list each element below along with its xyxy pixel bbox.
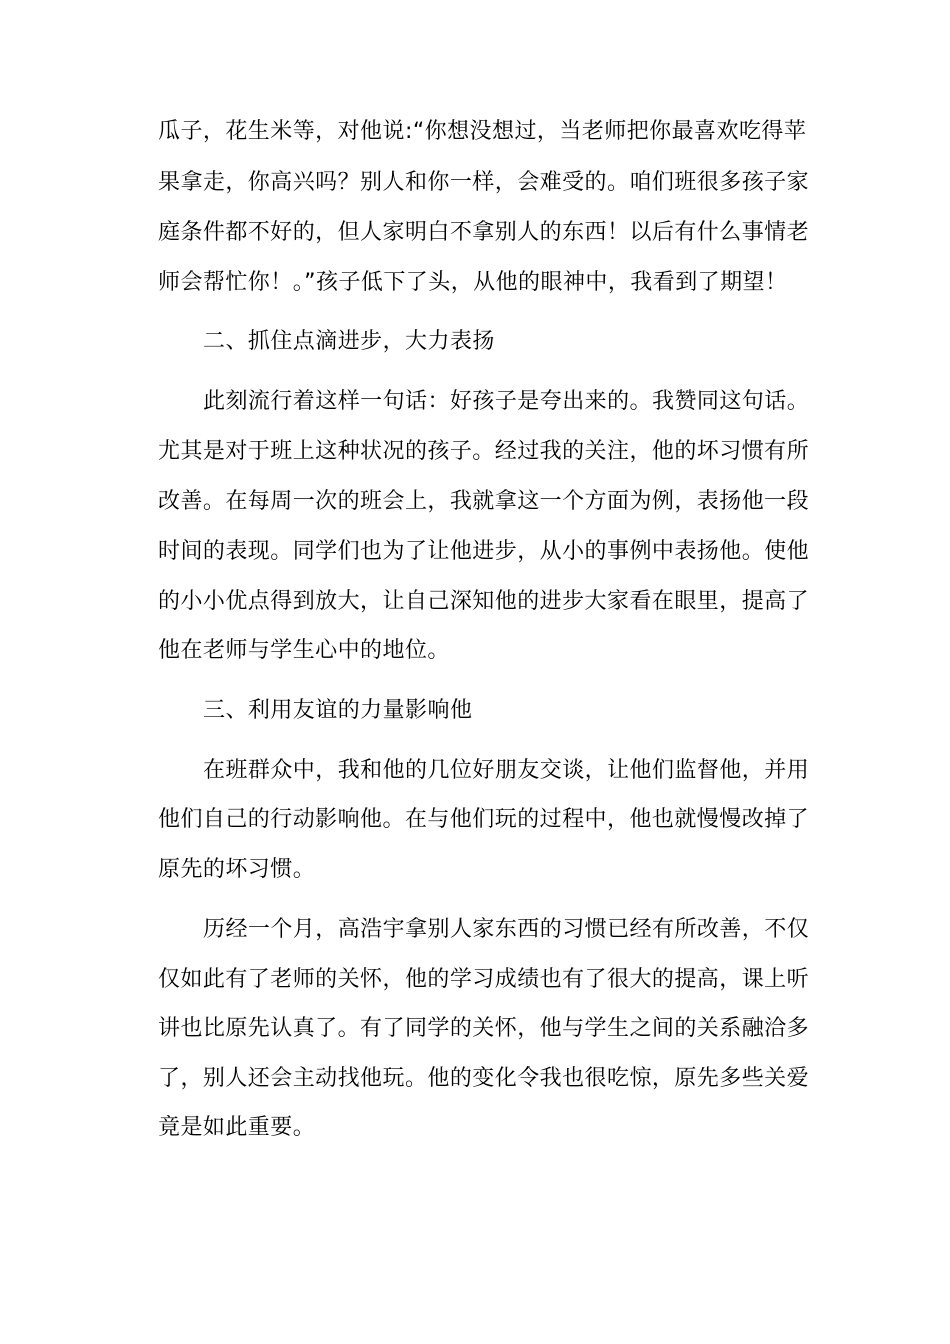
paragraph-line: 原先的坏习惯。 [158,857,316,882]
paragraph-line: 他们自己的行动影响他。在与他们玩的过程中，他也就慢慢改掉了 [158,807,810,832]
paragraph-line: 师会帮忙你！。”孩子低下了头，从他的眼神中，我看到了期望！ [158,270,788,295]
paragraph-line: 果拿走，你高兴吗？别人和你一样，会难受的。咱们班很多孩子家 [158,170,810,195]
paragraph-line: 的小小优点得到放大，让自己深知他的进步大家看在眼里，提高了 [158,589,810,614]
paragraph-line: 此刻流行着这样一句话：好孩子是夸出来的。我赞同这句话。 [203,389,810,414]
section-heading: 三、利用友谊的力量影响他 [203,698,473,723]
paragraph-line: 讲也比原先认真了。有了同学的关怀，他与学生之间的关系融洽多 [158,1016,810,1041]
paragraph-line: 瓜子，花生米等，对他说:“你想没想过，当老师把你最喜欢吃得苹 [158,119,807,144]
paragraph-line: 竟是如此重要。 [158,1115,316,1140]
paragraph-line: 历经一个月，高浩宇拿别人家东西的习惯已经有所改善，不仅 [203,917,810,942]
paragraph-line: 改善。在每周一次的班会上，我就拿这一个方面为例，表扬他一段 [158,489,810,514]
paragraph-line: 时间的表现。同学们也为了让他进步，从小的事例中表扬他。使他 [158,539,810,564]
section-heading: 二、抓住点滴进步，大力表扬 [203,329,495,354]
paragraph-line: 尤其是对于班上这种状况的孩子。经过我的关注，他的坏习惯有所 [158,439,810,464]
paragraph-line: 仅如此有了老师的关怀，他的学习成绩也有了很大的提高，课上听 [158,967,810,992]
paragraph-line: 在班群众中，我和他的几位好朋友交谈，让他们监督他，并用 [203,758,810,783]
paragraph-line: 了，别人还会主动找他玩。他的变化令我也很吃惊，原先多些关爱 [158,1066,810,1091]
paragraph-line: 他在老师与学生心中的地位。 [158,638,450,663]
paragraph-line: 庭条件都不好的，但人家明白不拿别人的东西！以后有什么事情老 [158,220,810,245]
